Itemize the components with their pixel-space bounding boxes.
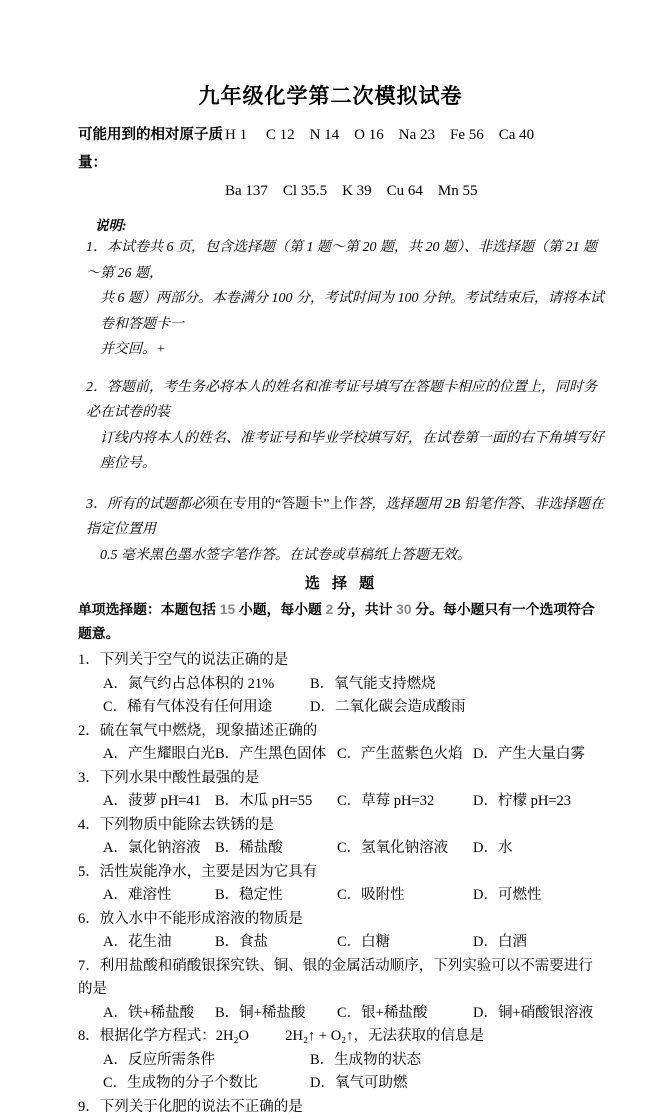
instruction-item-3 bbox=[78, 492, 605, 569]
question-6-stem: 6．放入水中不能形成溶液的物质是 bbox=[78, 908, 605, 932]
section-intro-seg-3: 分，共计 bbox=[333, 602, 396, 617]
question-2-option-a: A．产生耀眼白光 bbox=[103, 743, 215, 767]
question-8 bbox=[78, 1025, 605, 1096]
exam-instructions bbox=[78, 217, 605, 568]
question-3-option-b: B．木瓜 pH=55 bbox=[215, 790, 337, 814]
question-5 bbox=[78, 861, 605, 908]
question-6-options-row-1 bbox=[78, 931, 605, 955]
question-8-option-a: A．反应所需条件 bbox=[103, 1049, 310, 1073]
page-content bbox=[0, 121, 661, 1119]
section-intro-count: 15 bbox=[220, 602, 235, 617]
question-3-option-a: A．菠萝 pH=41 bbox=[103, 790, 215, 814]
question-7-option-d: D．铜+硝酸银溶液 bbox=[473, 1002, 605, 1026]
question-4-option-d: D．水 bbox=[473, 837, 605, 861]
instruction-3-line-2: 0.5 毫米黑色墨水签字笔作答。在试卷或草稿纸上答题无效。 bbox=[78, 543, 605, 569]
question-1-option-b: B．氧气能支持燃烧 bbox=[310, 673, 605, 697]
section-intro-points-each: 2 bbox=[326, 602, 334, 617]
question-3-option-c: C．草莓 pH=32 bbox=[337, 790, 473, 814]
question-8-option-d: D．氧气可助燃 bbox=[310, 1072, 605, 1096]
question-3 bbox=[78, 767, 605, 814]
section-intro bbox=[78, 598, 605, 646]
instruction-2-line-1: 2．答题前，考生务必将本人的姓名和准考证号填写在答题卡相应的位置上，同时务必在试卷的装 bbox=[78, 375, 605, 426]
instruction-3-seg-1: 3．所有的试题都必 bbox=[86, 497, 205, 512]
atomic-mass-label: 可能用到的相对原子质量： bbox=[78, 121, 225, 177]
question-list bbox=[78, 649, 605, 1119]
question-6-option-b: B．食盐 bbox=[215, 931, 337, 955]
instruction-3-line-1 bbox=[78, 492, 605, 543]
question-2-options-row-1 bbox=[78, 743, 605, 767]
question-7-options-row-1 bbox=[78, 1002, 605, 1026]
question-8-option-b: B．生成物的状态 bbox=[310, 1049, 605, 1073]
question-5-option-c: C．吸附性 bbox=[337, 884, 473, 908]
question-2-option-d: D．产生大量白雾 bbox=[473, 743, 605, 767]
instruction-1-line-1: 1．本试卷共 6 页，包含选择题（第 1 题～第 20 题，共 20 题）、非选择题（第 21 题～第 26 题， bbox=[78, 235, 605, 286]
section-intro-seg-4: 分。每小题只有一个选项符合题意。 bbox=[78, 602, 595, 641]
question-1-option-d: D．二氧化碳会造成酸雨 bbox=[310, 696, 605, 720]
atomic-mass-block bbox=[78, 121, 605, 205]
question-3-option-d: D．柠檬 pH=23 bbox=[473, 790, 605, 814]
question-6-option-c: C．白糖 bbox=[337, 931, 473, 955]
instruction-item-1 bbox=[78, 235, 605, 363]
question-3-stem: 3．下列水果中酸性最强的是 bbox=[78, 767, 605, 791]
section-intro-points-total: 30 bbox=[396, 602, 411, 617]
question-4-option-a: A．氯化钠溶液 bbox=[103, 837, 215, 861]
question-9-stem: 9．下列关于化肥的说法不正确的是 bbox=[78, 1096, 605, 1119]
atomic-mass-row-2 bbox=[78, 177, 605, 205]
question-4-options-row-1 bbox=[78, 837, 605, 861]
exam-paper-page bbox=[0, 84, 661, 1019]
question-9 bbox=[78, 1096, 605, 1119]
atomic-mass-values-1: H 1 C 12 N 14 O 16 Na 23 Fe 56 Ca 40 bbox=[225, 121, 534, 177]
section-intro-seg-2: 小题，每小题 bbox=[235, 602, 325, 617]
question-6-option-d: D．白酒 bbox=[473, 931, 605, 955]
question-1-option-a: A．氮气约占总体积的 21% bbox=[103, 673, 310, 697]
question-8-options-row-1 bbox=[78, 1049, 605, 1073]
question-4-stem: 4．下列物质中能除去铁锈的是 bbox=[78, 814, 605, 838]
page-title: 九年级化学第二次模拟试卷 bbox=[0, 84, 661, 108]
section-title-choice-questions: 选 择 题 bbox=[78, 574, 605, 594]
question-5-options-row-1 bbox=[78, 884, 605, 908]
question-2 bbox=[78, 720, 605, 767]
section-intro-seg-1: 单项选择题：本题包括 bbox=[78, 602, 220, 617]
instruction-item-2 bbox=[78, 375, 605, 477]
question-2-option-c: C．产生蓝紫色火焰 bbox=[337, 743, 473, 767]
question-7-option-b: B．铜+稀盐酸 bbox=[215, 1002, 337, 1026]
question-4 bbox=[78, 814, 605, 861]
question-7-option-a: A．铁+稀盐酸 bbox=[103, 1002, 215, 1026]
question-7 bbox=[78, 955, 605, 1026]
atomic-mass-row-1 bbox=[78, 121, 605, 177]
question-6 bbox=[78, 908, 605, 955]
atomic-mass-values-2: Ba 137 Cl 35.5 K 39 Cu 64 Mn 55 bbox=[225, 177, 478, 205]
question-4-option-c: C．氢氧化钠溶液 bbox=[337, 837, 473, 861]
question-1-options-row-2 bbox=[78, 696, 605, 720]
question-2-stem: 2．硫在氧气中燃烧，现象描述正确的 bbox=[78, 720, 605, 744]
instruction-3-seg-3: 答，选择题用 2B 铅笔作答、非选择题在指定位置用 bbox=[86, 497, 604, 538]
question-5-stem: 5．活性炭能净水，主要是因为它具有 bbox=[78, 861, 605, 885]
instructions-label: 说明: bbox=[78, 217, 605, 235]
question-2-option-b: B．产生黑色固体 bbox=[215, 743, 337, 767]
question-5-option-a: A．难溶性 bbox=[103, 884, 215, 908]
question-8-options-row-2 bbox=[78, 1072, 605, 1096]
question-5-option-d: D．可燃性 bbox=[473, 884, 605, 908]
instruction-2-line-2: 订线内将本人的姓名、准考证号和毕业学校填写好，在试卷第一面的右下角填写好座位号。 bbox=[78, 426, 605, 477]
question-1-option-c: C．稀有气体没有任何用途 bbox=[103, 696, 310, 720]
instruction-1-line-2: 共 6 题）两部分。本卷满分 100 分，考试时间为 100 分钟。考试结束后，请将本试卷和答题卡一 bbox=[78, 286, 605, 337]
question-5-option-b: B．稳定性 bbox=[215, 884, 337, 908]
question-1-stem: 1．下列关于空气的说法正确的是 bbox=[78, 649, 605, 673]
question-1-options-row-1 bbox=[78, 673, 605, 697]
question-3-options-row-1 bbox=[78, 790, 605, 814]
question-1 bbox=[78, 649, 605, 720]
question-7-option-c: C．银+稀盐酸 bbox=[337, 1002, 473, 1026]
question-8-option-c: C．生成物的分子个数比 bbox=[103, 1072, 310, 1096]
instruction-1-line-3: 并交回。+ bbox=[78, 337, 605, 363]
instruction-3-seg-2: 须在专用的“答题卡”上作 bbox=[205, 497, 357, 512]
question-7-stem: 7．利用盐酸和硝酸银探究铁、铜、银的金属活动顺序，下列实验可以不需要进行的是 bbox=[78, 955, 605, 1002]
question-8-stem: 8．根据化学方程式：2H₂O 2H₂↑ + O₂↑，无法获取的信息是 bbox=[78, 1025, 605, 1049]
question-4-option-b: B．稀盐酸 bbox=[215, 837, 337, 861]
question-6-option-a: A．花生油 bbox=[103, 931, 215, 955]
